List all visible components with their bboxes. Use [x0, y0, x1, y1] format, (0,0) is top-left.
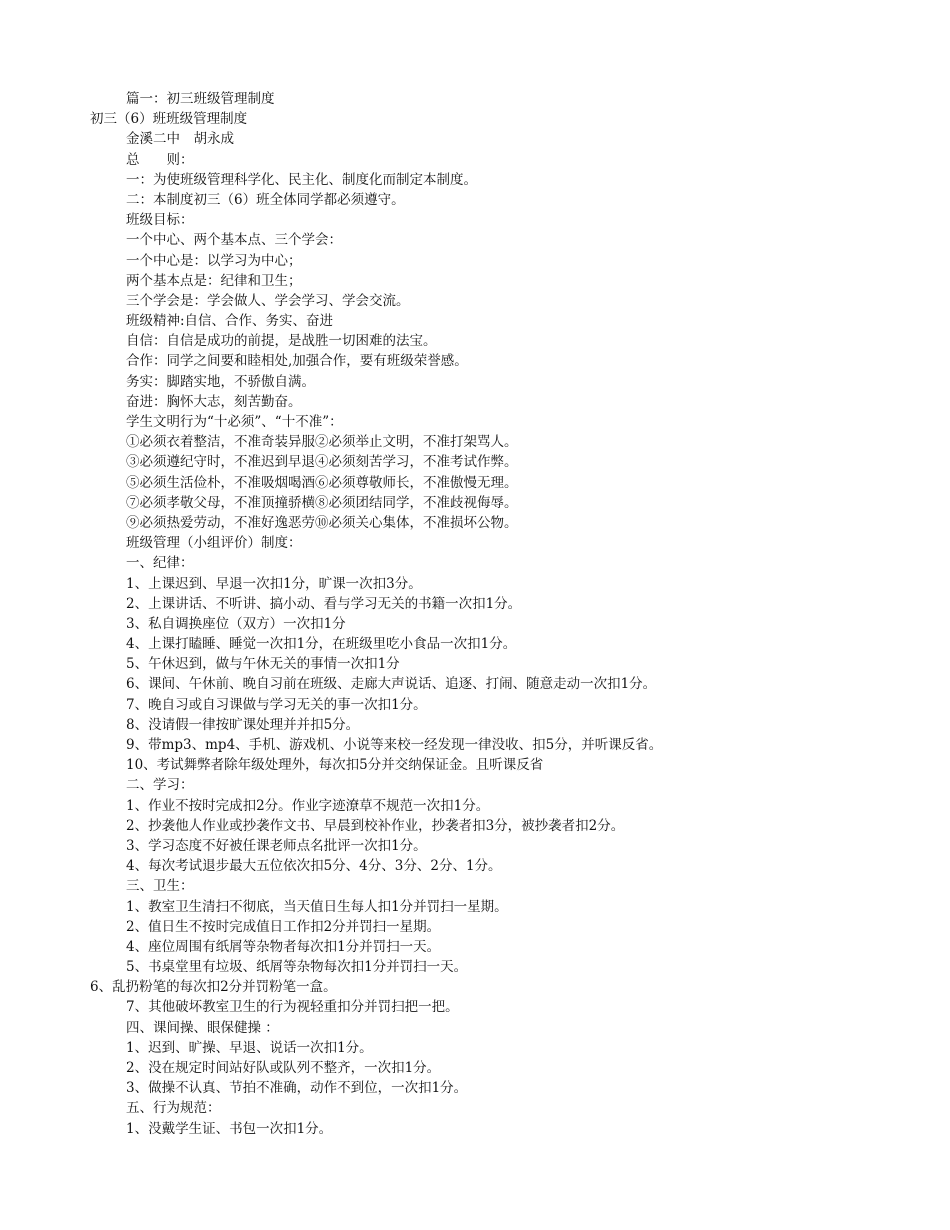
document-line: 9、带mp3、mp4、手机、游戏机、小说等来校一经发现一律没收、扣5分，并听课反省。: [126, 737, 663, 753]
document-line: 篇一：初三班级管理制度: [126, 91, 275, 107]
document-line: 四、课间操、眼保健操 ：: [126, 1019, 279, 1036]
document-line: ⑦必须孝敬父母，不准顶撞骄横⑧必须团结同学，不准歧视侮辱。: [126, 494, 518, 511]
document-line: 一个中心是：以学习为中心；: [126, 252, 302, 269]
document-line: ⑨必须热爱劳动，不准好逸恶劳⑩必须关心集体，不准损坏公物。: [126, 514, 518, 531]
document-line: ③必须遵纪守时，不准迟到早退④必须刻苦学习，不准考试作弊。: [126, 454, 518, 471]
document-line: 7、其他破坏教室卫生的行为视轻重扣分并罚扫把一把。: [126, 999, 459, 1016]
document-line: ⑤必须生活俭朴，不准吸烟喝酒⑥必须尊敬师长，不准傲慢无理。: [126, 474, 518, 491]
document-line: 自信：自信是成功的前提，是战胜一切困难的法宝。: [126, 333, 437, 350]
document-line: 5、午休迟到，做与午休无关的事情一次扣1分: [126, 656, 400, 673]
document-line: 3、私自调换座位（双方）一次扣1分: [126, 615, 346, 632]
document-line: 二、学习：: [126, 777, 194, 794]
document-line: 二：本制度初三（6）班全体同学都必须遵守。: [126, 191, 405, 208]
document-line: 五、行为规范：: [126, 1100, 221, 1117]
document-line: 1、教室卫生清扫不彻底，当天值日生每人扣1分并罚扫一星期。: [126, 898, 508, 915]
document-line: 奋进：胸怀大志，刻苦勤奋。: [126, 393, 302, 410]
document-line: 学生文明行为“十必须”、“十不准”：: [126, 414, 343, 430]
document-line: 6、乱扔粉笔的每次扣2分并罚粉笔一盒。: [90, 979, 337, 996]
document-line: 总 则：: [126, 151, 194, 168]
document-line: 一、纪律：: [126, 555, 194, 572]
document-line: 一：为使班级管理科学化、民主化、制度化而制定本制度。: [126, 171, 477, 188]
document-line: 1、没戴学生证、书包一次扣1分。: [126, 1120, 333, 1137]
document-line: 班级目标：: [126, 212, 194, 229]
document-line: 合作：同学之间要和睦相处,加强合作，要有班级荣誉感。: [126, 353, 468, 370]
document-line: 2、抄袭他人作业或抄袭作文书、早晨到校补作业，抄袭者扣3分，被抄袭者扣2分。: [126, 817, 625, 834]
document-line: 3、做操不认真、节拍不准确，动作不到位，一次扣1分。: [126, 1080, 468, 1097]
document-line: 2、没在规定时间站好队或队列不整齐，一次扣1分。: [126, 1060, 441, 1076]
document-body: [90, 89, 890, 1139]
document-line: 4、上课打瞌睡、睡觉一次扣1分，在班级里吃小食品一次扣1分。: [126, 636, 517, 653]
document-line: 2、上课讲话、不听讲、搞小动、看与学习无关的书籍一次扣1分。: [126, 595, 522, 612]
document-line: 1、作业不按时完成扣2分。作业字迹潦草不规范一次扣1分。: [126, 797, 490, 814]
document-line: 2、值日生不按时完成值日工作扣2分并罚扫一星期。: [126, 918, 441, 935]
document-line: 7、晚自习或自习课做与学习无关的事一次扣1分。: [126, 696, 427, 713]
document-line: 8、没请假一律按旷课处理并并扣5分。: [126, 716, 360, 733]
document-line: 6、课间、午休前、晚自习前在班级、走廊大声说话、追逐、打闹、随意走动一次扣1分。: [126, 676, 657, 693]
document-line: 4、座位周围有纸屑等杂物者每次扣1分并罚扫一天。: [126, 938, 441, 955]
document-line: 4、每次考试退步最大五位依次扣5分、4分、3分、2分、1分。: [126, 858, 502, 875]
document-line: 初三（6）班班级管理制度: [90, 111, 248, 128]
document-line: 班级精神:自信、合作、务实、奋进: [126, 313, 334, 330]
document-line: 10、考试舞弊者除年级处理外，每次扣5分并交纳保证金。且听课反省: [126, 757, 544, 774]
document-line: 金溪二中 胡永成: [126, 131, 234, 148]
document-line: ①必须衣着整洁，不准奇装异服②必须举止文明，不准打架骂人。: [126, 434, 518, 451]
document-line: 1、迟到、旷操、早退、说话一次扣1分。: [126, 1039, 373, 1056]
document-line: 班级管理（小组评价）制度：: [126, 535, 302, 552]
document-line: 1、上课迟到、早退一次扣1分，旷课一次扣3分。: [126, 575, 422, 592]
document-line: 3、学习态度不好被任课老师点名批评一次扣1分。: [126, 837, 427, 854]
document-line: 一个中心、两个基本点、三个学会：: [126, 232, 342, 249]
document-line: 务实：脚踏实地，不骄傲自满。: [126, 373, 315, 390]
document-line: 两个基本点是：纪律和卫生；: [126, 272, 302, 289]
document-line: 三、卫生：: [126, 878, 194, 895]
document-line: 三个学会是：学会做人、学会学习、学会交流。: [126, 292, 410, 309]
document-line: 5、书桌堂里有垃圾、纸屑等杂物每次扣1分并罚扫一天。: [126, 959, 468, 976]
